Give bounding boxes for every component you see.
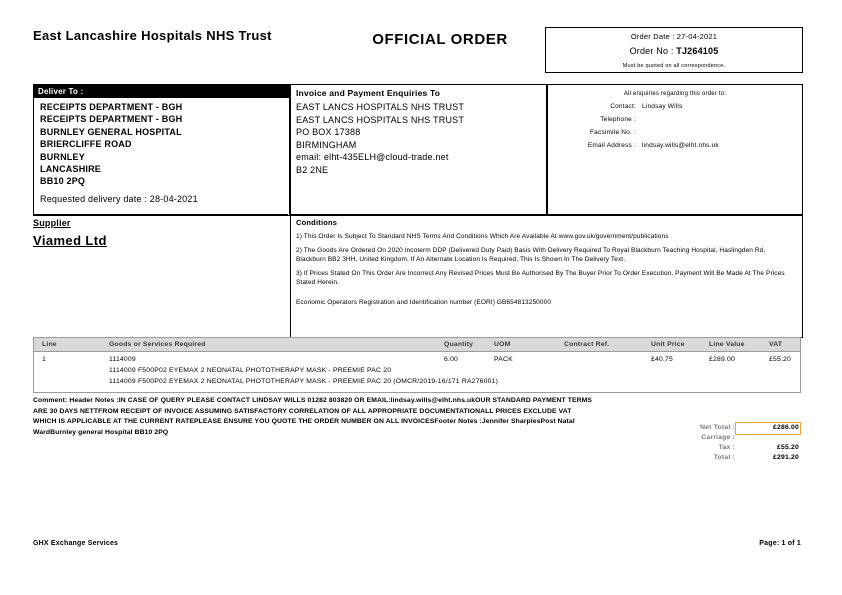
order-note: Must be quoted on all correspondence. [622, 63, 726, 69]
order-date-value: 27-04-2021 [676, 32, 718, 41]
deliver-to-address [34, 98, 289, 188]
footer-page-number: Page: 1 of 1 [759, 540, 801, 547]
cell-unit-price: £40.75 [651, 356, 673, 363]
cell-line-value: £289.00 [709, 356, 735, 363]
address-line: RECEIPTS DEPARTMENT - BGH [40, 102, 183, 112]
totals-row-carriage [640, 434, 801, 444]
order-date-label: Order Date : [630, 32, 675, 41]
invoice-line: EAST LANCS HOSPITALS NHS TRUST [296, 102, 465, 112]
supplier-label: Supplier [33, 218, 71, 228]
column-header-unit-price: Unit Price [651, 341, 685, 348]
order-number-row [546, 46, 802, 56]
tax-label: Tax : [718, 444, 735, 451]
cell-vat: £55.20 [769, 356, 791, 363]
enquiries-facsimile-row [548, 129, 802, 136]
totals-row-tax [640, 444, 801, 454]
enquiries-email-label: Email Address : [587, 142, 636, 149]
supplier-divider [33, 214, 288, 215]
carriage-label: Carriage : [701, 434, 735, 441]
enquiries-contact-value: Lindsay Wills [642, 103, 683, 110]
cell-goods-code: 1114009 [109, 356, 136, 363]
column-header-contract-ref: Contract Ref. [564, 341, 610, 348]
column-header-goods: Goods or Services Required [109, 341, 206, 348]
column-header-uom: UOM [494, 341, 511, 348]
totals-row-net [640, 424, 801, 434]
order-reference-box [545, 27, 803, 73]
comment-block: Comment: Header Notes :IN CASE OF QUERY PLEASE CONTACT LINDSAY WILLS 01282 803820 OR EMAIL:lindsay.wills@elht.nhs.ukOUR STANDARD PAYMENT TERMS ARE 30 DAYS NETTFROM RECEIPT OF INVOICE ASSUMING SATISFACTORY CORRELATION OF ALL APPROPRIATE DOCUMENTATIONALL PRICES EXCLUDE VAT WHICH IS APPLICABLE AT THE CURRENT RATEPLEASE ENSURE YOU QUOTE THE ORDER NUMBER ON ALL INVOICESFooter Notes :Jennifer SharplesPost Natal WardBurnley general Hospital BB10 2PQ [33, 397, 593, 436]
organisation-title: East Lancashire Hospitals NHS Trust [33, 28, 272, 43]
column-header-vat: VAT [769, 341, 783, 348]
table-row [33, 352, 801, 393]
condition-item: 3) If Prices Stated On This Order Are Incorrect Any Revised Prices Must Be Authorised By The Buyer Prior To Order Execution. Payment Will Be Made At The Prices Stated Herein. [296, 270, 785, 286]
enquiries-facsimile-label: Facsimile No. : [590, 129, 636, 136]
cell-uom: PACK [494, 356, 513, 363]
cell-quantity: 6.00 [444, 356, 459, 363]
totals-row-total [640, 454, 801, 464]
deliver-to-box [33, 84, 290, 216]
address-line: LANCASHIRE [40, 164, 102, 175]
order-enquiries-box [547, 84, 803, 216]
total-label: Total : [713, 454, 735, 461]
address-line: BURNLEY [40, 151, 85, 162]
address-line: BRIERCLIFFE ROAD [40, 139, 132, 150]
net-total-value: £286.00 [773, 424, 799, 431]
address-line: RECEIPTS DEPARTMENT - BGH [40, 114, 183, 125]
line-items-table [33, 337, 801, 393]
invoice-line: PO BOX 17388 [296, 127, 361, 138]
address-line: BURNLEY GENERAL HOSPITAL [40, 126, 182, 137]
invoice-line: BIRMINGHAM [296, 139, 357, 150]
column-header-line-value: Line Value [709, 341, 745, 348]
enquiries-title: All enquiries regarding this order to: [623, 91, 727, 97]
eori-number: Economic Operators Registration and Identification number (EORI) GB654813250000 [296, 299, 552, 306]
invoice-enquiries-box [290, 84, 547, 216]
conditions-box [290, 214, 803, 338]
order-date-row [546, 32, 802, 41]
condition-item: 1) This Order Is Subject To Standard NHS Terms And Conditions Which Are Available At www.gov.uk/government/publications [296, 233, 669, 240]
column-header-quantity: Quantity [444, 341, 474, 348]
address-line: BB10 2PQ [40, 176, 86, 187]
column-header-line: Line [42, 341, 57, 348]
table-header-row [33, 337, 801, 352]
condition-item: 2) The Goods Are Ordered On 2020 Incoterm DDP (Delivered Duty Paid) Basis With Delivery Required To Royal Blackburn Teaching Hospital, Haslingden Rd, Blackburn BB2 3HH, United Kingdom. If An Alternate Location Is Required, This Is Shown In The Delivery Text. [296, 247, 766, 263]
cell-goods-desc-2: 1114009 F500P02 EYEMAX 2 NEONATAL PHOTOTHERAPY MASK - PREEMIE PAC 20 (OMCR/2019-16/171 RA276001) [109, 378, 499, 385]
totals-block [640, 424, 801, 464]
document-title: OFFICIAL ORDER [372, 31, 508, 48]
enquiries-contact-row [548, 103, 802, 110]
enquiries-email-value: lindsay.wills@elht.nhs.uk [642, 142, 719, 149]
invoice-line: B2 2NE [296, 164, 329, 175]
invoice-address [291, 100, 546, 177]
enquiries-telephone-row [548, 116, 802, 123]
footer-service-name: GHX Exchange Services [33, 540, 119, 547]
invoice-line: EAST LANCS HOSPITALS NHS TRUST [296, 114, 465, 125]
enquiries-contact-label: Contact: [610, 103, 636, 110]
conditions-title: Conditions [296, 218, 338, 227]
net-total-label: Net Total : [700, 424, 735, 431]
invoice-email: email: elht-435ELH@cloud-trade.net [296, 152, 449, 163]
cell-goods-desc-1: 1114009 F500P02 EYEMAX 2 NEONATAL PHOTOTHERAPY MASK - PREEMIE PAC 20 [109, 367, 392, 374]
enquiries-email-row [548, 142, 802, 149]
order-number-value: TJ264105 [676, 46, 719, 56]
enquiries-telephone-label: Telephone : [600, 116, 636, 123]
order-number-label: Order No : [629, 46, 674, 56]
cell-line-number: 1 [42, 356, 46, 363]
tax-value: £55.20 [777, 444, 799, 451]
total-value: £291.20 [773, 454, 799, 461]
invoice-heading: Invoice and Payment Enquiries To [296, 88, 441, 98]
requested-delivery-date: Requested delivery date : 28-04-2021 [40, 193, 198, 204]
supplier-name: Viamed Ltd [33, 233, 107, 248]
deliver-to-heading: Deliver To : [34, 85, 289, 98]
